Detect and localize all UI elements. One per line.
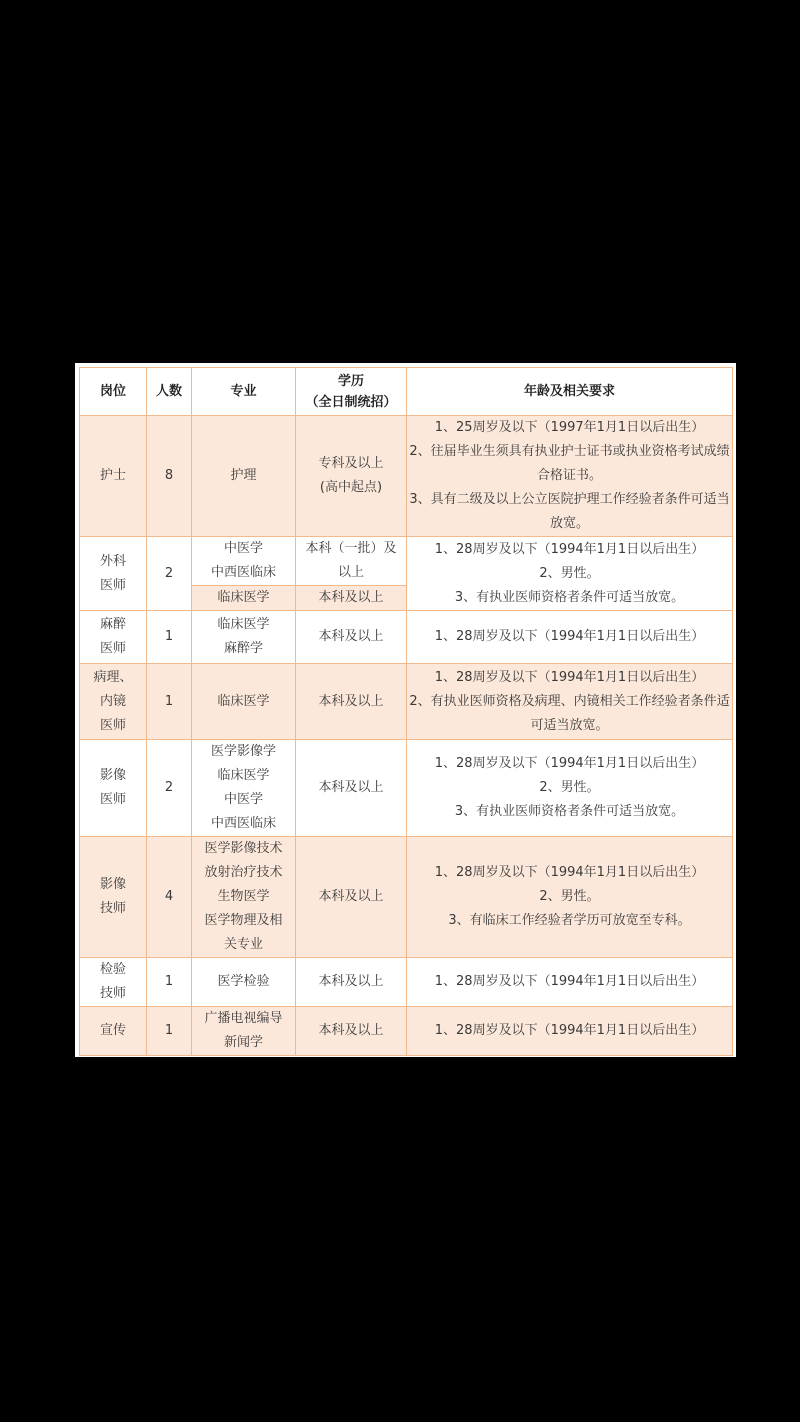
education-cell: 本科及以上 bbox=[296, 958, 407, 1007]
education-cell: 本科及以上 bbox=[296, 611, 407, 664]
table-header-row bbox=[80, 368, 733, 416]
header-requirements: 年龄及相关要求 bbox=[407, 368, 733, 416]
education-cell: 本科（一批）及 以上 bbox=[296, 537, 407, 586]
table-row-anesthesiologist bbox=[80, 611, 733, 664]
position-cell: 影像 技师 bbox=[80, 837, 147, 958]
table-row-nurse bbox=[80, 416, 733, 537]
recruitment-table-image bbox=[75, 363, 736, 1057]
requirements-cell: 1、28周岁及以下（1994年1月1日以后出生） 2、男性。 3、有执业医师资格者条件可适当放宽。 bbox=[407, 537, 733, 611]
requirements-cell: 1、28周岁及以下（1994年1月1日以后出生） bbox=[407, 1007, 733, 1056]
requirements-cell: 1、28周岁及以下（1994年1月1日以后出生） 2、男性。 3、有临床工作经验者学历可放宽至专科。 bbox=[407, 837, 733, 958]
requirements-cell: 1、28周岁及以下（1994年1月1日以后出生） bbox=[407, 611, 733, 664]
education-cell: 本科及以上 bbox=[296, 664, 407, 740]
count-cell: 4 bbox=[147, 837, 192, 958]
table-row-surgeon bbox=[80, 537, 733, 586]
position-cell: 护士 bbox=[80, 416, 147, 537]
table-row-imaging-technician bbox=[80, 837, 733, 958]
major-cell: 临床医学 bbox=[192, 664, 296, 740]
table-row-publicity bbox=[80, 1007, 733, 1056]
education-cell: 本科及以上 bbox=[296, 837, 407, 958]
education-cell: 本科及以上 bbox=[296, 740, 407, 837]
count-cell: 1 bbox=[147, 664, 192, 740]
requirements-cell: 1、25周岁及以下（1997年1月1日以后出生） 2、往届毕业生须具有执业护士证书或执业资格考试成绩合格证书。 3、具有二级及以上公立医院护理工作经验者条件可适当放宽。 bbox=[407, 416, 733, 537]
major-cell: 医学检验 bbox=[192, 958, 296, 1007]
header-education-line1: 学历 bbox=[337, 373, 364, 389]
major-cell: 医学影像技术 放射治疗技术 生物医学 医学物理及相 关专业 bbox=[192, 837, 296, 958]
position-cell: 外科 医师 bbox=[80, 537, 147, 611]
position-cell: 影像 医师 bbox=[80, 740, 147, 837]
table-row-imaging-doctor bbox=[80, 740, 733, 837]
education-cell: 本科及以上 bbox=[296, 1007, 407, 1056]
major-cell: 临床医学 麻醉学 bbox=[192, 611, 296, 664]
education-cell: 本科及以上 bbox=[296, 586, 407, 611]
count-cell: 1 bbox=[147, 611, 192, 664]
position-cell: 检验 技师 bbox=[80, 958, 147, 1007]
requirements-cell: 1、28周岁及以下（1994年1月1日以后出生） bbox=[407, 958, 733, 1007]
requirements-cell: 1、28周岁及以下（1994年1月1日以后出生） 2、男性。 3、有执业医师资格者条件可适当放宽。 bbox=[407, 740, 733, 837]
table-row-pathology-endoscopy bbox=[80, 664, 733, 740]
position-cell: 麻醉 医师 bbox=[80, 611, 147, 664]
header-major: 专业 bbox=[192, 368, 296, 416]
requirements-cell: 1、28周岁及以下（1994年1月1日以后出生） 2、有执业医师资格及病理、内镜相关工作经验者条件适可适当放宽。 bbox=[407, 664, 733, 740]
count-cell: 1 bbox=[147, 958, 192, 1007]
position-cell: 病理、 内镜 医师 bbox=[80, 664, 147, 740]
count-cell: 2 bbox=[147, 537, 192, 611]
header-position: 岗位 bbox=[80, 368, 147, 416]
count-cell: 8 bbox=[147, 416, 192, 537]
recruitment-table bbox=[79, 367, 733, 1056]
header-education bbox=[296, 368, 407, 416]
position-cell: 宣传 bbox=[80, 1007, 147, 1056]
table-row-lab-technician bbox=[80, 958, 733, 1007]
header-education-line2: （全日制统招） bbox=[305, 394, 397, 410]
major-cell: 护理 bbox=[192, 416, 296, 537]
major-cell: 中医学 中西医临床 bbox=[192, 537, 296, 586]
header-count: 人数 bbox=[147, 368, 192, 416]
count-cell: 2 bbox=[147, 740, 192, 837]
education-cell: 专科及以上 (高中起点) bbox=[296, 416, 407, 537]
count-cell: 1 bbox=[147, 1007, 192, 1056]
major-cell: 医学影像学 临床医学 中医学 中西医临床 bbox=[192, 740, 296, 837]
major-cell: 临床医学 bbox=[192, 586, 296, 611]
major-cell: 广播电视编导 新闻学 bbox=[192, 1007, 296, 1056]
